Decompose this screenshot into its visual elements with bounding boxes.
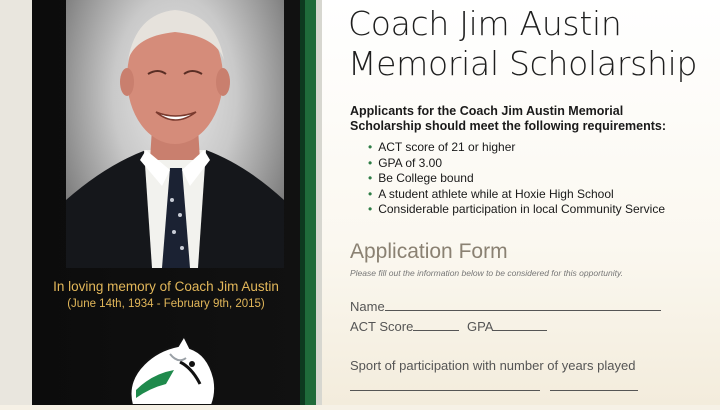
act-score-field[interactable] bbox=[413, 318, 459, 331]
page-title bbox=[348, 4, 718, 84]
intro-line-2: Scholarship should meet the following requirements: bbox=[350, 119, 667, 133]
coach-portrait bbox=[66, 0, 284, 268]
left-panel bbox=[0, 0, 322, 405]
name-field[interactable] bbox=[385, 298, 661, 311]
application-form-subtitle: Please fill out the information below to be considered for this opportunity. bbox=[350, 268, 623, 278]
requirements-list bbox=[368, 140, 665, 218]
memorial-dates: (June 14th, 1934 - February 9th, 2015) bbox=[67, 298, 265, 310]
name-label: Name bbox=[350, 299, 385, 314]
requirement-item: • ACT score of 21 or higher bbox=[368, 140, 665, 156]
mustang-logo-icon bbox=[122, 334, 222, 405]
gpa-label: GPA bbox=[466, 319, 494, 334]
intro-line-1: Applicants for the Coach Jim Austin Memorial bbox=[350, 104, 624, 118]
requirement-item: • Considerable participation in local Community Service bbox=[368, 202, 665, 218]
act-score-label: ACT Score bbox=[350, 319, 414, 334]
requirement-item: • GPA of 3.00 bbox=[368, 156, 665, 172]
sport-row bbox=[350, 378, 638, 394]
gpa-field[interactable] bbox=[493, 318, 547, 331]
memorial-line-1: In loving memory of Coach Jim Austin bbox=[53, 279, 279, 294]
years-played-field[interactable] bbox=[550, 378, 638, 391]
requirement-item: • A student athlete while at Hoxie High School bbox=[368, 187, 665, 203]
sport-label: Sport of participation with number of years played bbox=[350, 358, 636, 373]
memorial-caption bbox=[32, 278, 300, 312]
scores-row bbox=[350, 318, 547, 334]
requirements-intro bbox=[350, 104, 710, 134]
title-line-2: Memorial Scholarship bbox=[348, 44, 698, 83]
name-row bbox=[350, 298, 661, 314]
title-line-1: Coach Jim Austin bbox=[348, 4, 622, 43]
requirement-item: • Be College bound bbox=[368, 171, 665, 187]
sport-field[interactable] bbox=[350, 378, 540, 391]
application-form-title: Application Form bbox=[350, 240, 508, 263]
